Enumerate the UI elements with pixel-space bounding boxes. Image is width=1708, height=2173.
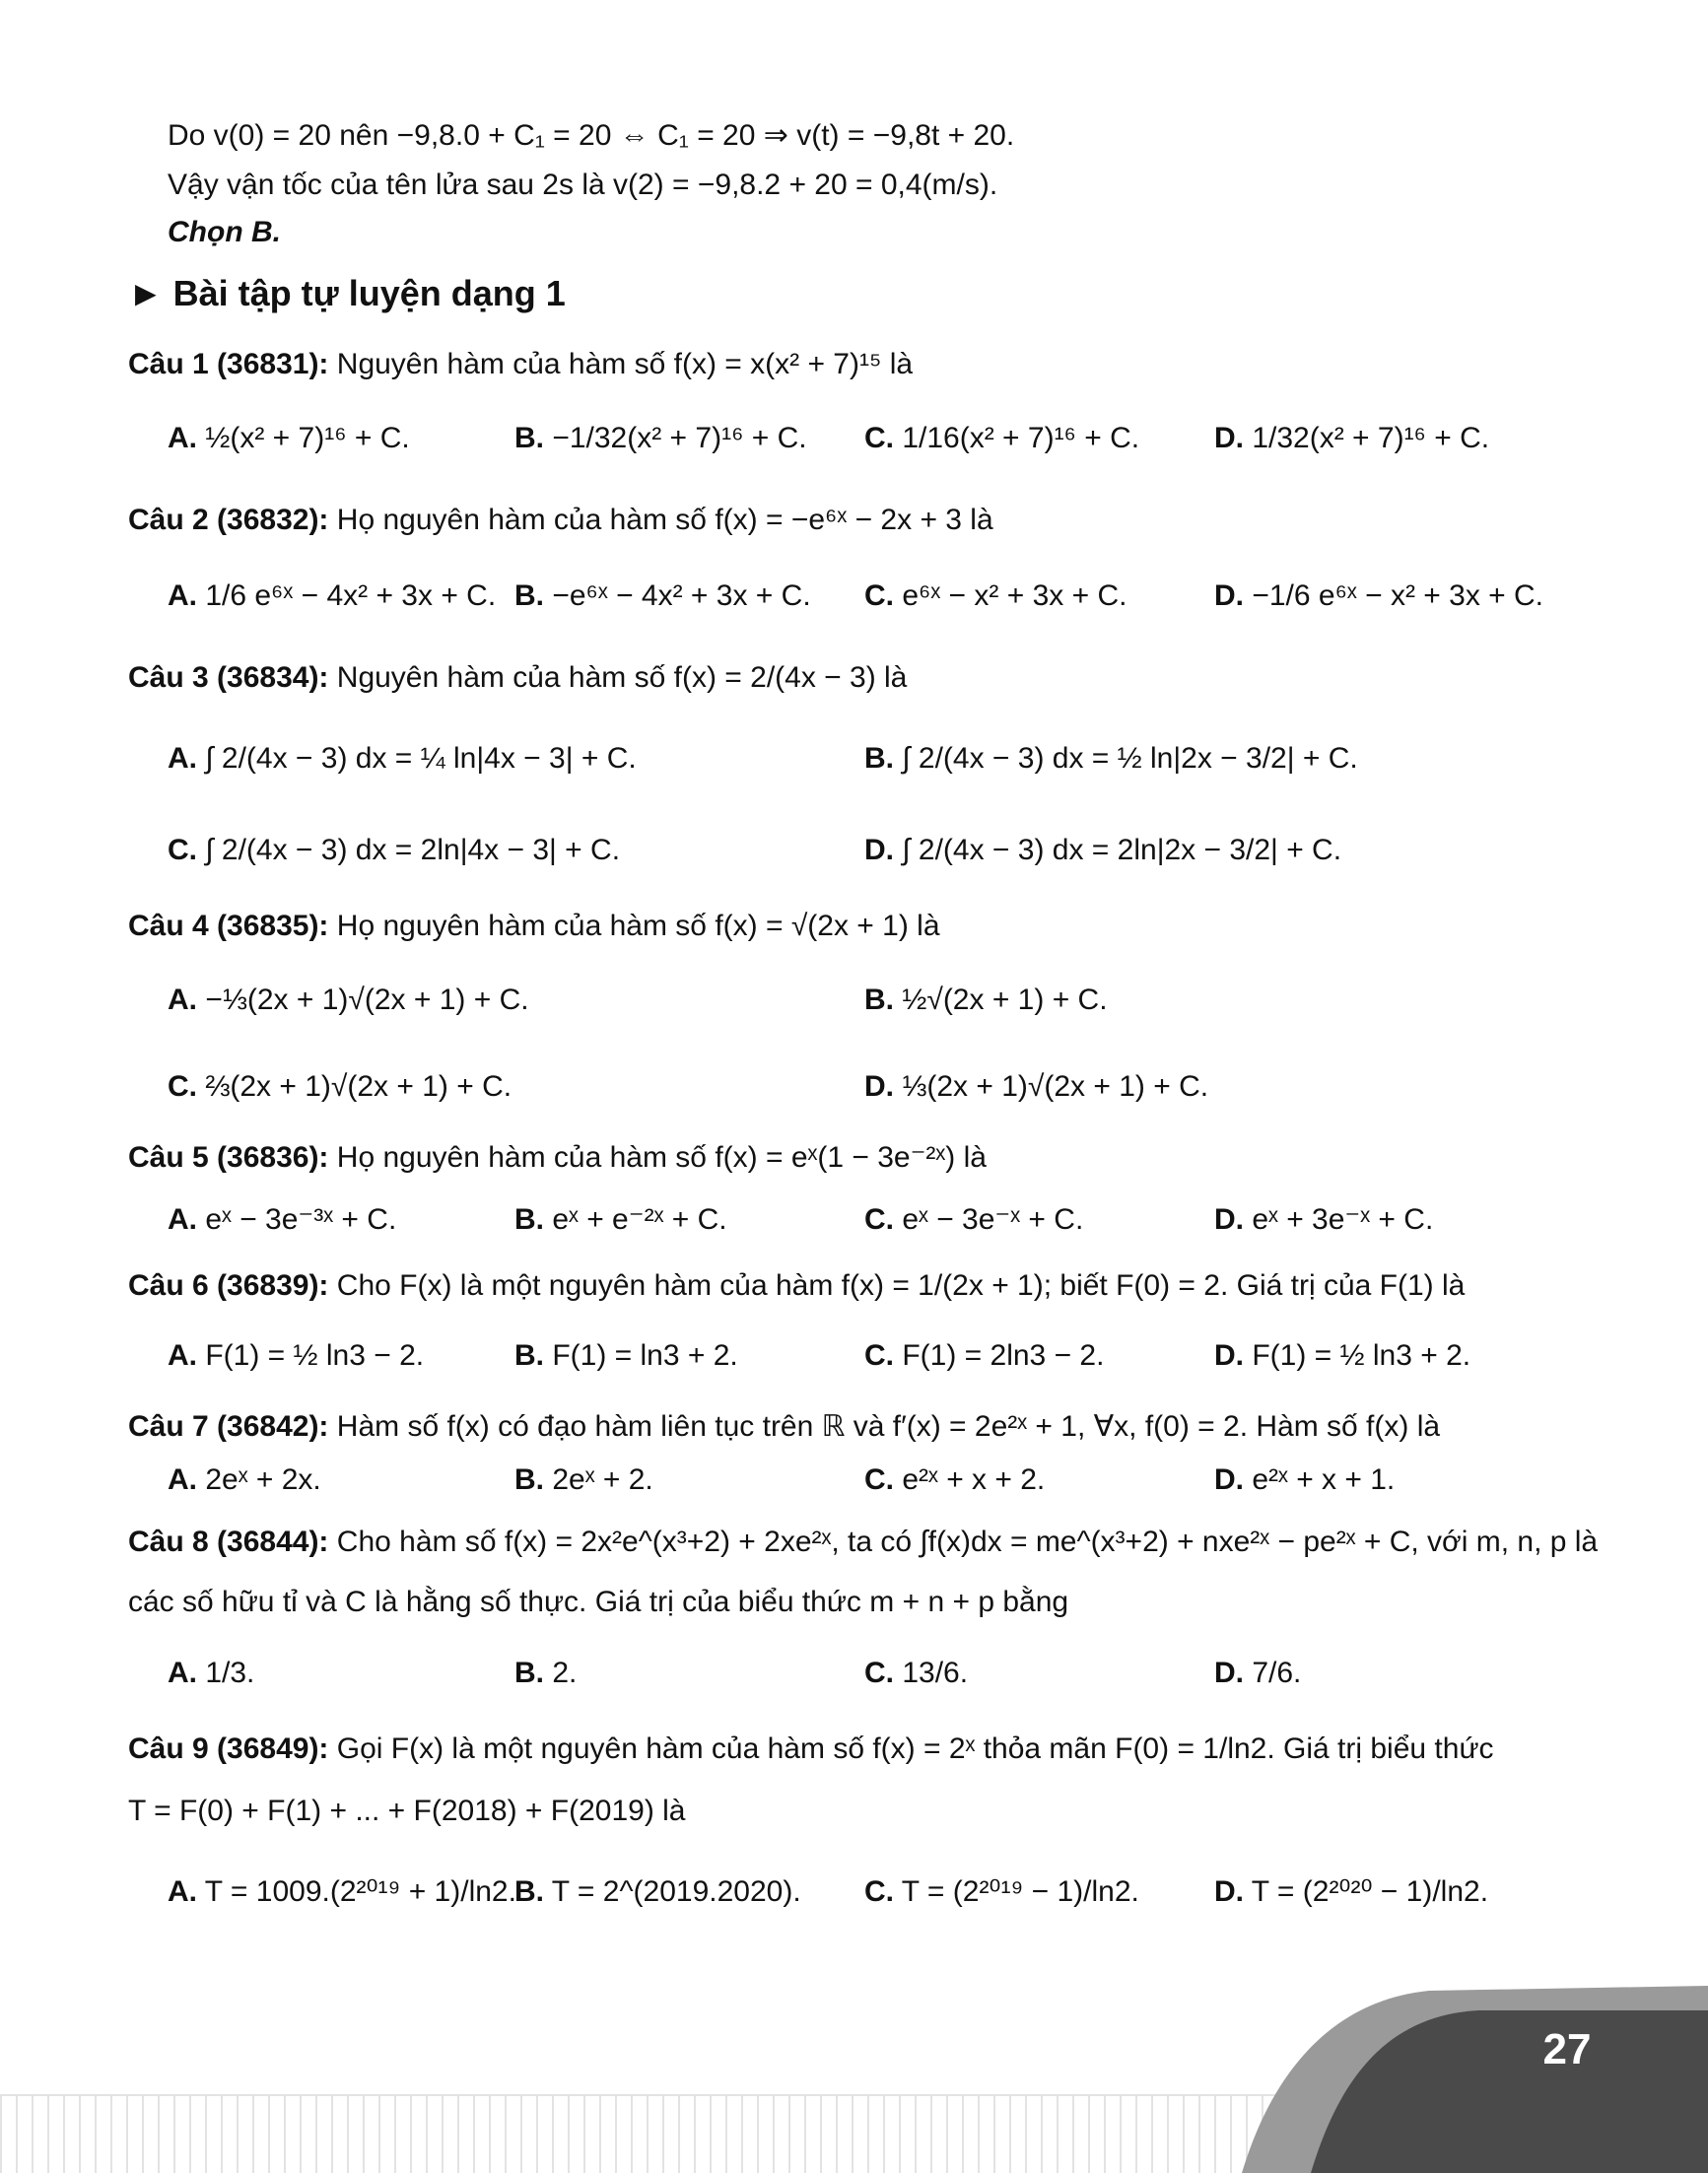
option-value: eˣ − 3e⁻³ˣ + C. — [197, 1203, 397, 1236]
option-c — [864, 1872, 1139, 1912]
option-value: e⁶ˣ − x² + 3x + C. — [894, 579, 1127, 612]
option-d — [1214, 1460, 1395, 1500]
option-value: T = 2^(2019.2020). — [544, 1875, 801, 1908]
section-title: ► Bài tập tự luyện dạng 1 — [128, 273, 566, 313]
question-2 — [128, 501, 993, 540]
option-value: −1/6 e⁶ˣ − x² + 3x + C. — [1244, 579, 1544, 612]
option-b — [864, 981, 1108, 1020]
option-value: −1/32(x² + 7)¹⁶ + C. — [544, 422, 807, 454]
option-key: A. — [168, 422, 197, 454]
option-value: ⅓(2x + 1)√(2x + 1) + C. — [894, 1070, 1209, 1103]
question-5 — [128, 1138, 987, 1178]
option-d — [1214, 577, 1543, 616]
question-label: Câu 8 (36844): — [128, 1526, 329, 1558]
option-b — [514, 1200, 727, 1240]
option-d — [1214, 419, 1489, 458]
option-a — [168, 1200, 396, 1240]
option-value: T = (2²⁰²⁰ − 1)/ln2. — [1244, 1875, 1489, 1908]
option-key: C. — [168, 1070, 197, 1103]
option-b — [864, 739, 1358, 779]
option-b — [514, 1872, 801, 1912]
option-key: B. — [514, 1657, 544, 1689]
intro-line-2: Vậy vận tốc của tên lửa sau 2s là v(2) = −9,8.2 + 20 = 0,4(m/s). — [168, 169, 998, 201]
option-key: B. — [514, 1875, 544, 1908]
option-value: 2. — [544, 1657, 578, 1689]
option-key: C. — [864, 422, 894, 454]
option-c — [168, 831, 620, 870]
question-text: Họ nguyên hàm của hàm số f(x) = eˣ(1 − 3e⁻²ˣ) là — [328, 1141, 987, 1174]
option-c — [864, 577, 1127, 616]
option-value: 7/6. — [1244, 1657, 1302, 1689]
option-value: ⅔(2x + 1)√(2x + 1) + C. — [197, 1070, 512, 1103]
option-a — [168, 739, 637, 779]
option-value: 1/3. — [197, 1657, 255, 1689]
question-label: Câu 3 (36834): — [128, 661, 329, 694]
option-value: 13/6. — [894, 1657, 969, 1689]
question-9-cont: T = F(0) + F(1) + ... + F(2018) + F(2019) là — [128, 1795, 686, 1827]
option-value: ∫ 2/(4x − 3) dx = ½ ln|2x − 3/2| + C. — [894, 742, 1358, 775]
option-key: C. — [864, 1203, 894, 1236]
option-value: 2eˣ + 2. — [544, 1463, 653, 1496]
question-text: Gọi F(x) là một nguyên hàm của hàm số f(x) = 2ˣ thỏa mãn F(0) = 1/ln2. Giá trị biểu thức — [328, 1732, 1494, 1765]
question-label: Câu 9 (36849): — [128, 1732, 329, 1765]
option-b — [514, 1654, 577, 1693]
option-key: B. — [514, 1339, 544, 1372]
option-key: C. — [864, 579, 894, 612]
question-text: Hàm số f(x) có đạo hàm liên tục trên ℝ và f′(x) = 2e²ˣ + 1, ∀x, f(0) = 2. Hàm số f(x) là — [328, 1410, 1441, 1443]
option-key: C. — [864, 1657, 894, 1689]
question-label: Câu 2 (36832): — [128, 504, 329, 536]
option-key: A. — [168, 1339, 197, 1372]
option-a — [168, 419, 410, 458]
option-d — [1214, 1200, 1433, 1240]
option-value: F(1) = ½ ln3 + 2. — [1244, 1339, 1471, 1372]
option-a — [168, 577, 496, 616]
question-text: Nguyên hàm của hàm số f(x) = x(x² + 7)¹⁵ là — [328, 348, 914, 380]
option-value: 1/32(x² + 7)¹⁶ + C. — [1244, 422, 1490, 454]
option-key: D. — [1214, 1339, 1244, 1372]
option-a — [168, 1336, 424, 1376]
question-3 — [128, 658, 907, 698]
option-value: e²ˣ + x + 1. — [1244, 1463, 1396, 1496]
question-label: Câu 5 (36836): — [128, 1141, 329, 1174]
option-value: F(1) = ln3 + 2. — [544, 1339, 738, 1372]
option-value: eˣ − 3e⁻ˣ + C. — [894, 1203, 1084, 1236]
option-value: e²ˣ + x + 2. — [894, 1463, 1046, 1496]
question-8-cont: các số hữu tỉ và C là hằng số thực. Giá trị của biểu thức m + n + p bằng — [128, 1586, 1069, 1618]
option-d — [1214, 1872, 1488, 1912]
option-key: D. — [1214, 1657, 1244, 1689]
option-d — [864, 831, 1341, 870]
option-a — [168, 981, 529, 1020]
question-7 — [128, 1407, 1440, 1447]
option-key: D. — [1214, 579, 1244, 612]
option-a — [168, 1460, 321, 1500]
question-1 — [128, 345, 913, 384]
option-c — [864, 1654, 968, 1693]
option-value: 1/6 e⁶ˣ − 4x² + 3x + C. — [197, 579, 497, 612]
question-label: Câu 7 (36842): — [128, 1410, 329, 1443]
question-label: Câu 4 (36835): — [128, 910, 329, 942]
option-value: T = (2²⁰¹⁹ − 1)/ln2. — [894, 1875, 1139, 1908]
option-key: B. — [514, 579, 544, 612]
option-value: ∫ 2/(4x − 3) dx = ¼ ln|4x − 3| + C. — [197, 742, 637, 775]
option-c — [864, 419, 1139, 458]
option-key: B. — [864, 984, 894, 1016]
option-value: 2eˣ + 2x. — [197, 1463, 321, 1496]
question-6 — [128, 1266, 1465, 1306]
option-c — [864, 1200, 1083, 1240]
option-key: A. — [168, 742, 197, 775]
option-key: A. — [168, 984, 197, 1016]
option-c — [864, 1460, 1045, 1500]
option-b — [514, 1336, 738, 1376]
option-value: eˣ + e⁻²ˣ + C. — [544, 1203, 727, 1236]
intro-choice: Chọn B. — [168, 216, 281, 248]
option-value: eˣ + 3e⁻ˣ + C. — [1244, 1203, 1434, 1236]
option-value: F(1) = 2ln3 − 2. — [894, 1339, 1105, 1372]
option-key: C. — [864, 1875, 894, 1908]
option-value: F(1) = ½ ln3 − 2. — [197, 1339, 425, 1372]
option-value: −⅓(2x + 1)√(2x + 1) + C. — [197, 984, 529, 1016]
question-9 — [128, 1730, 1494, 1769]
question-text: Nguyên hàm của hàm số f(x) = 2/(4x − 3) là — [328, 661, 908, 694]
page-tab-decoration — [1202, 1956, 1708, 2173]
question-text: Họ nguyên hàm của hàm số f(x) = √(2x + 1) là — [328, 910, 940, 942]
option-key: C. — [864, 1339, 894, 1372]
option-value: 1/16(x² + 7)¹⁶ + C. — [894, 422, 1140, 454]
option-value: ½(x² + 7)¹⁶ + C. — [197, 422, 410, 454]
option-key: B. — [514, 1203, 544, 1236]
option-key: C. — [168, 834, 197, 866]
option-key: B. — [514, 1463, 544, 1496]
option-value: T = 1009.(2²⁰¹⁹ + 1)/ln2. — [197, 1875, 516, 1908]
page-number: 27 — [1542, 2025, 1592, 2073]
option-key: A. — [168, 1463, 197, 1496]
option-value: ∫ 2/(4x − 3) dx = 2ln|4x − 3| + C. — [197, 834, 621, 866]
option-key: D. — [864, 834, 894, 866]
option-c — [168, 1067, 512, 1107]
option-key: D. — [1214, 1203, 1244, 1236]
option-b — [514, 419, 807, 458]
question-label: Câu 1 (36831): — [128, 348, 329, 380]
option-d — [1214, 1654, 1301, 1693]
option-key: D. — [864, 1070, 894, 1103]
option-c — [864, 1336, 1104, 1376]
option-value: ½√(2x + 1) + C. — [894, 984, 1108, 1016]
option-value: −e⁶ˣ − 4x² + 3x + C. — [544, 579, 811, 612]
option-key: D. — [1214, 1463, 1244, 1496]
option-key: A. — [168, 579, 197, 612]
question-text: Cho F(x) là một nguyên hàm của hàm f(x) = 1/(2x + 1); biết F(0) = 2. Giá trị của F(1) là — [328, 1269, 1466, 1302]
option-a — [168, 1872, 516, 1912]
option-key: C. — [864, 1463, 894, 1496]
question-text: Họ nguyên hàm của hàm số f(x) = −e⁶ˣ − 2x + 3 là — [328, 504, 993, 536]
option-key: A. — [168, 1657, 197, 1689]
option-value: ∫ 2/(4x − 3) dx = 2ln|2x − 3/2| + C. — [894, 834, 1342, 866]
option-b — [514, 1460, 653, 1500]
option-key: B. — [864, 742, 894, 775]
option-b — [514, 577, 811, 616]
option-key: B. — [514, 422, 544, 454]
option-key: D. — [1214, 422, 1244, 454]
question-8 — [128, 1523, 1598, 1562]
question-label: Câu 6 (36839): — [128, 1269, 329, 1302]
question-text: Cho hàm số f(x) = 2x²e^(x³+2) + 2xe²ˣ, ta có ∫f(x)dx = me^(x³+2) + nxe²ˣ − pe²ˣ + C, với m, n, p là — [328, 1526, 1599, 1558]
intro-line-1: Do v(0) = 20 nên −9,8.0 + C₁ = 20 ⇔ C₁ = 20 ⇒ v(t) = −9,8t + 20. — [168, 119, 1015, 152]
question-4 — [128, 907, 940, 946]
option-d — [1214, 1336, 1470, 1376]
option-key: A. — [168, 1203, 197, 1236]
option-key: A. — [168, 1875, 197, 1908]
option-a — [168, 1654, 254, 1693]
option-key: D. — [1214, 1875, 1244, 1908]
option-d — [864, 1067, 1208, 1107]
